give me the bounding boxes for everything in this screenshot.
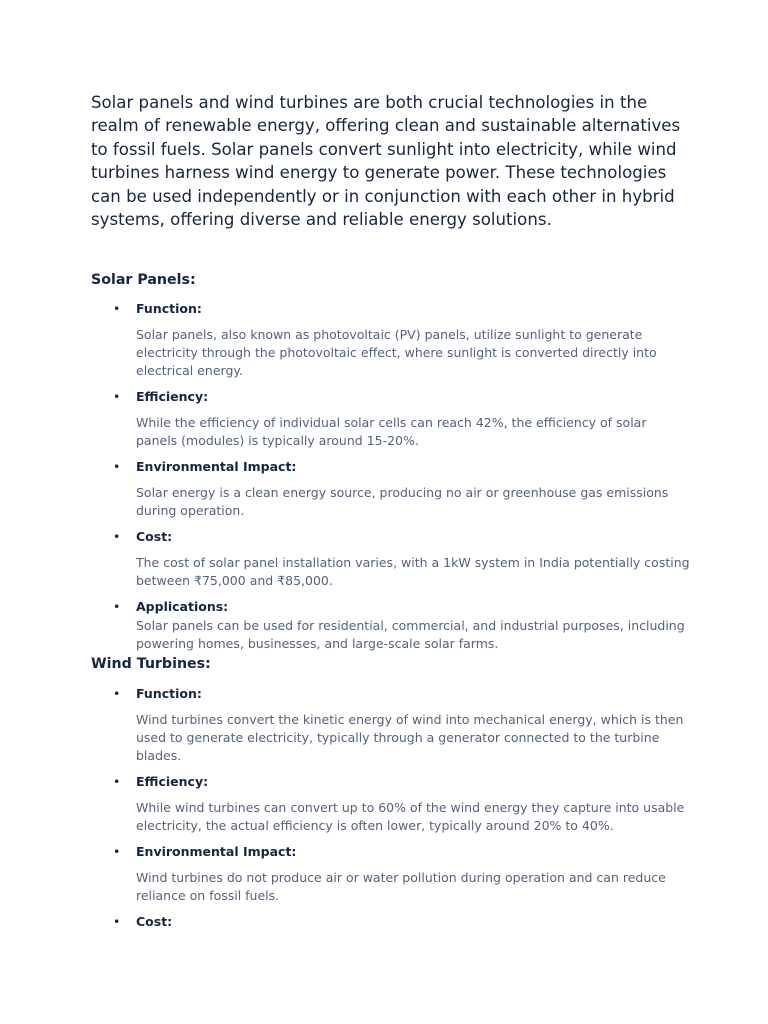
item-title: Applications: (136, 599, 229, 614)
item-description: Solar energy is a clean energy source, producing no air or greenhouse gas emissions during operation. (136, 485, 669, 518)
bullet-icon: • (113, 599, 121, 614)
item-title: Efficiency: (136, 774, 209, 789)
item-title: Cost: (136, 529, 173, 544)
wind-turbines-heading: Wind Turbines: (91, 656, 211, 672)
list-item (91, 528, 691, 590)
solar-panels-heading: Solar Panels: (91, 272, 196, 288)
item-description: While wind turbines can convert up to 60% of the wind energy they capture into usable electricity, the actual efficiency is often lower, typically around 20% to 40%. (136, 800, 685, 833)
list-item (91, 598, 691, 653)
list-item (91, 843, 691, 905)
item-description: While the efficiency of individual solar cells can reach 42%, the efficiency of solar panels (modules) is typically around 15-20%. (136, 415, 647, 448)
bullet-icon: • (113, 529, 121, 544)
intro-paragraph: Solar panels and wind turbines are both crucial technologies in the realm of renewable energy, offering clean and sustainable alternatives to fossil fuels. Solar panels convert sunlight into electricity, while wind turbines harness wind energy to generate power. These technologies can be used independently or in conjunction with each other in hybrid systems, offering diverse and reliable energy solutions. (91, 93, 681, 230)
list-item (91, 388, 691, 450)
item-title: Cost: (136, 914, 173, 929)
wind-turbines-list (91, 685, 691, 931)
item-description: The cost of solar panel installation varies, with a 1kW system in India potentially costing between ₹75,000 and ₹85,000. (136, 555, 690, 588)
item-description: Solar panels, also known as photovoltaic (PV) panels, utilize sunlight to generate electricity through the photovoltaic effect, where sunlight is converted directly into electrical energy. (136, 327, 657, 378)
item-description: Wind turbines convert the kinetic energy of wind into mechanical energy, which is then used to generate electricity, typically through a generator connected to the turbine blades. (136, 712, 684, 763)
list-item (91, 773, 691, 835)
item-title: Function: (136, 301, 202, 316)
bullet-icon: • (113, 686, 121, 701)
item-description: Solar panels can be used for residential, commercial, and industrial purposes, including powering homes, businesses, and large-scale solar farms. (136, 618, 685, 651)
list-item (91, 913, 691, 931)
item-description: Wind turbines do not produce air or water pollution during operation and can reduce reliance on fossil fuels. (136, 870, 666, 903)
solar-panels-list (91, 300, 691, 653)
item-title: Efficiency: (136, 389, 209, 404)
list-item (91, 458, 691, 520)
bullet-icon: • (113, 774, 121, 789)
item-title: Environmental Impact: (136, 459, 297, 474)
bullet-icon: • (113, 459, 121, 474)
bullet-icon: • (113, 389, 121, 404)
item-title: Environmental Impact: (136, 844, 297, 859)
list-item (91, 685, 691, 765)
item-title: Function: (136, 686, 202, 701)
bullet-icon: • (113, 844, 121, 859)
list-item (91, 300, 691, 380)
bullet-icon: • (113, 301, 121, 316)
bullet-icon: • (113, 914, 121, 929)
